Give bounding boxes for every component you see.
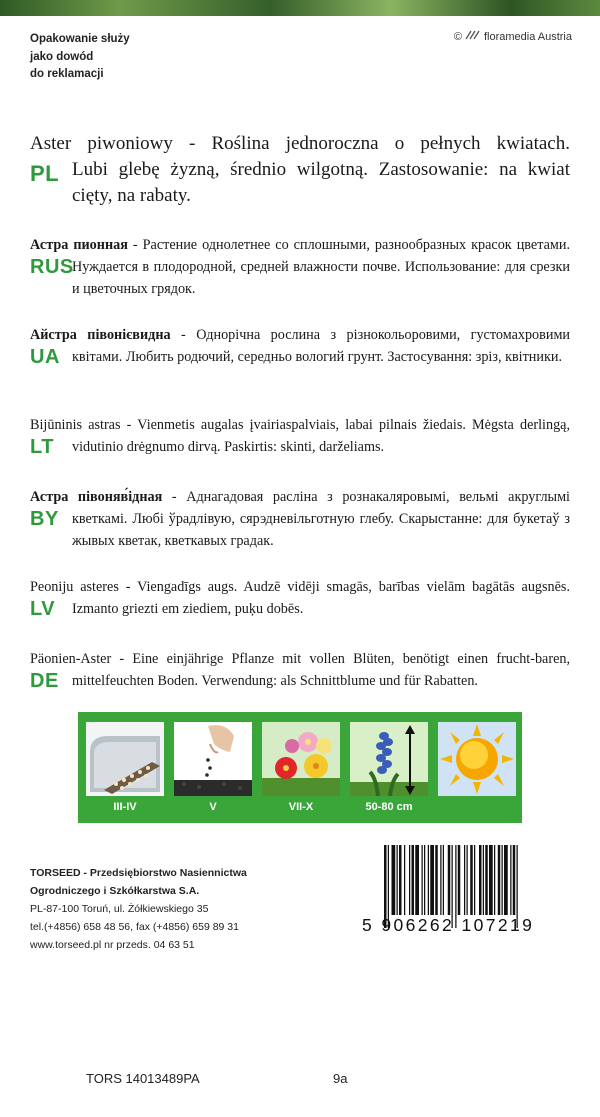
- description-ua: [30, 324, 570, 368]
- barcode-bar: [440, 845, 441, 915]
- barcode-bar: [399, 845, 402, 915]
- plant-name: Päonien-Aster: [30, 651, 112, 667]
- plant-name: Bijūninis astras: [30, 417, 121, 433]
- flowers-icon: [262, 722, 340, 796]
- company-address: PL-87-100 Toruń, ul. Żółkiewskiego 35: [30, 903, 209, 915]
- barcode-bar: [430, 845, 434, 915]
- description-body: - Растение однолетнее со сплошными, разнообразных красок цветами. Нуждается в плодородной, средней влажности почве. Использование: для срезки и цветочных грядок.: [72, 237, 570, 297]
- top-photo-strip: [0, 0, 600, 16]
- page-number: 9a: [333, 1071, 348, 1086]
- product-code: TORS 14013489PA: [86, 1071, 200, 1086]
- barcode-bar: [392, 845, 396, 915]
- barcode-number: 5 906262 107219: [362, 915, 535, 935]
- description-text: [30, 234, 570, 300]
- complaint-notice: [30, 31, 230, 84]
- notice-line: jako dowód: [30, 50, 94, 63]
- plant-name: Астра пионная: [30, 237, 128, 253]
- description-de: [30, 648, 570, 692]
- barcode-bar: [489, 845, 493, 915]
- notice-line: do reklamacji: [30, 68, 104, 80]
- barcode-bar: [470, 845, 473, 915]
- description-text: [30, 414, 570, 458]
- description-text: [30, 648, 570, 692]
- barcode-bar: [448, 845, 451, 915]
- lang-code: PL: [30, 161, 60, 186]
- barcode-bar: [479, 845, 482, 915]
- plant-name: Астра півоняв́ідная: [30, 489, 163, 505]
- description-body: - Vienmetis augalas įvairiaspalviais, labai pilnais žiedais. Mėgsta derlingą, vidutinio drėgnumo dirvą. Paskirtis: skinti, darželiams.: [72, 417, 571, 455]
- lang-code: RUS: [30, 256, 74, 278]
- barcode-bar: [428, 845, 429, 915]
- barcode-bar: [397, 845, 398, 915]
- description-line: Aster piwoniowy - Roślina jednoroczna o pełnych kwiatach.: [30, 133, 570, 154]
- barcode-bar: [415, 845, 419, 915]
- barcode-bar: [510, 845, 511, 915]
- barcode-bar: [422, 845, 423, 915]
- barcode-bar: [498, 845, 501, 915]
- height-icon: [350, 722, 428, 796]
- floramedia-logo-icon: [465, 30, 481, 43]
- lang-code: UA: [30, 346, 60, 368]
- description-line: cięty, na rabaty.: [72, 185, 191, 206]
- barcode-bar: [513, 845, 516, 915]
- barcode-bar: [483, 845, 484, 915]
- description-by: [30, 486, 570, 552]
- barcode-bar: [424, 845, 425, 915]
- icon-label: 50-80 cm: [365, 801, 413, 813]
- icon-label: V: [209, 801, 217, 813]
- sowing-icon: [174, 722, 252, 796]
- description-lv: [30, 576, 570, 620]
- barcode-bar: [435, 845, 438, 915]
- company-name: TORSEED - Przedsiębiorstwo Nasiennictwa: [30, 867, 247, 879]
- description-text: [30, 324, 570, 368]
- description-text: [30, 131, 570, 209]
- lang-code: BY: [30, 508, 59, 530]
- copyright-icon: ©: [453, 30, 462, 43]
- description-lt: [30, 414, 570, 458]
- company-website: www.torseed.pl nr przeds. 04 63 51: [30, 939, 195, 951]
- barcode-bar: [474, 845, 475, 915]
- barcode-bar: [494, 845, 495, 915]
- barcode-bar: [409, 845, 410, 915]
- lang-code: DE: [30, 670, 59, 692]
- copyright-text: floramedia Austria: [483, 30, 572, 43]
- description-pl: [30, 131, 570, 209]
- company-info: [30, 864, 247, 954]
- barcode-bar: [485, 845, 488, 915]
- barcode-bar: [464, 845, 465, 915]
- description-body: - Eine einjährige Pflanze mit vollen Blüten, benötigt einen frucht-baren, mittelfeuchten Boden. Verwendung: als Schnittblume und für Rabatten.: [72, 651, 571, 689]
- barcode-bar: [458, 845, 461, 915]
- description-text: [30, 486, 570, 552]
- lang-code: LT: [30, 436, 54, 458]
- icon-label: III-IV: [113, 801, 137, 813]
- description-text: [30, 576, 570, 620]
- copyright-notice: [454, 30, 572, 43]
- icon-label: VII-X: [288, 801, 314, 813]
- barcode-bar: [467, 845, 468, 915]
- description-rus: [30, 234, 570, 300]
- lang-code: LV: [30, 598, 56, 620]
- description-line: Lubi glebę żyzną, średnio wilgotną. Zastosowanie: na kwiat: [72, 159, 570, 180]
- barcode-bar: [504, 845, 508, 915]
- barcode-bar: [404, 845, 405, 915]
- barcode-bar: [443, 845, 444, 915]
- plant-name: Peoniju asteres: [30, 579, 119, 595]
- notice-line: Opakowanie służy: [30, 33, 130, 45]
- company-name-cont: Ogrodniczego i Szkółkarstwa S.A.: [30, 885, 200, 897]
- barcode-bar: [412, 845, 415, 915]
- plant-name: Айстра півонієвидна: [30, 327, 171, 343]
- greenhouse-icon: [86, 722, 164, 796]
- barcode-bar: [502, 845, 503, 915]
- sun-icon: [438, 722, 516, 796]
- cultivation-icon-strip: [78, 712, 522, 823]
- company-phone: tel.(+4856) 658 48 56, fax (+4856) 659 89 31: [30, 921, 239, 933]
- description-body: - Аднагадовая расліна з рознакаляровымі, вельмі акруглымі кветкамі. Любі ўрадлівую, сярэдневільготную глебу. Скарыстанне: для букетаў з жывых кветак, кветкавых градак.: [72, 489, 570, 549]
- description-body: - Viengadīgs augs. Audzē vidēji smagās, barības vielām bagātās augsnēs. Izmanto griezti em ziediem, puķu dobēs.: [72, 579, 570, 617]
- description-body: - Однорічна рослина з різнокольоровими, густомахровими квітами. Любить родючий, середньо вологий грунт. Застосування: зріз, квітники.: [72, 327, 571, 365]
